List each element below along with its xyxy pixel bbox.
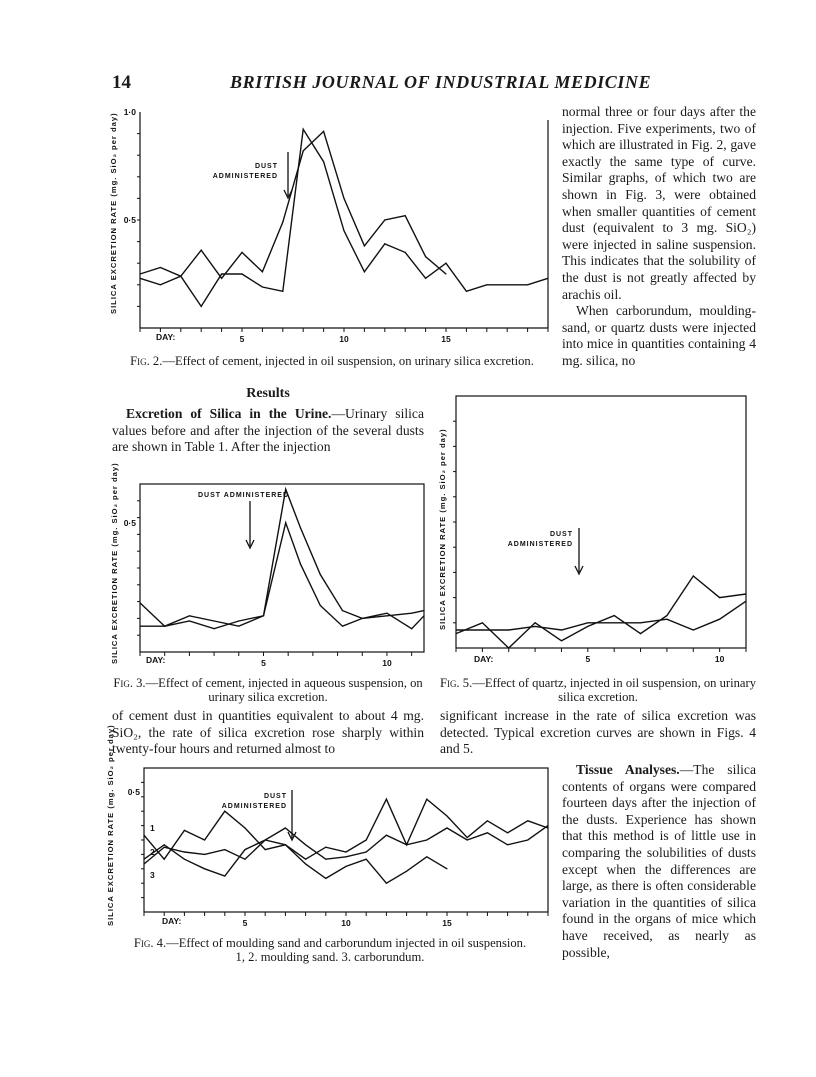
series-line-2	[140, 129, 548, 306]
series-line-2	[456, 601, 746, 630]
series-2-point	[487, 832, 488, 833]
results-paragraph	[112, 406, 424, 456]
figure-2-chart	[108, 104, 558, 350]
series-2-point	[527, 284, 528, 285]
figure-2-caption	[108, 354, 556, 368]
series-2-point	[262, 286, 263, 287]
series-2-point	[425, 278, 426, 279]
series-1-point	[213, 628, 214, 629]
series-1-point	[325, 847, 326, 848]
subheading: Tissue Analyses.	[576, 762, 680, 777]
series-1-point	[445, 273, 446, 274]
series-label-1: 1	[150, 823, 155, 834]
series-1-point	[487, 820, 488, 821]
series-2-point	[305, 844, 306, 845]
series-1-point	[221, 278, 222, 279]
series-2-point	[666, 619, 667, 620]
y-axis-label: SILICA EXCRETION RATE (mg. SiO₂ per day)	[109, 112, 118, 314]
series-2-point	[204, 868, 205, 869]
series-2-point	[547, 278, 548, 279]
series-1-point	[285, 489, 286, 490]
series-2-point	[423, 610, 424, 611]
series-1-point	[614, 615, 615, 616]
series-2-point	[323, 161, 324, 162]
series-2-point	[345, 856, 346, 857]
paragraph-text: —The silica contents of organs were compared fourteen days after the injection of the dusts. Experience has shown that this method is of little use in comparing the solubilities of dusts except when the differences are large, as there is often considerable variation in the quantities of silica found in the organs of mice which have received, as nearly as possible,	[562, 762, 756, 960]
journal-title: BRITISH JOURNAL OF INDUSTRIAL MEDICINE	[230, 72, 652, 92]
series-1-point	[693, 575, 694, 576]
series-2-point	[180, 276, 181, 277]
x-tick-label: 15	[441, 334, 451, 344]
series-2-point	[366, 851, 367, 852]
x-tick-label: 5	[585, 654, 591, 664]
series-1-point	[184, 830, 185, 831]
series-2-point	[201, 306, 202, 307]
series-2-point	[587, 622, 588, 623]
tissue-analyses-paragraph	[562, 762, 756, 961]
series-2-point	[224, 875, 225, 876]
series-1-point	[265, 849, 266, 850]
y-tick-label: 0·5	[123, 215, 136, 225]
figure-label: Fig. 4.	[133, 936, 167, 950]
series-2-point	[386, 615, 387, 616]
series-2-point	[547, 825, 548, 826]
day-label: DAY:	[146, 655, 166, 665]
series-1-point	[366, 839, 367, 840]
y-tick-label: 1·0	[123, 107, 136, 117]
series-3-point	[204, 854, 205, 855]
annotation-line: ADMINISTERED	[507, 541, 573, 548]
figure-3-chart	[108, 464, 430, 674]
series-1-point	[386, 613, 387, 614]
series-2-point	[467, 839, 468, 840]
series-2-point	[486, 284, 487, 285]
plot-frame	[140, 112, 548, 328]
paragraph: significant increase in the rate of silica excretion was detected. Typical excretion curves are shown in Figs. 4 and 5.	[440, 708, 756, 757]
series-1-point	[164, 859, 165, 860]
page-number: 14	[112, 72, 131, 93]
figure-3-caption	[108, 676, 428, 704]
series-3-point	[446, 868, 447, 869]
series-1-point	[320, 574, 321, 575]
series-2-point	[325, 859, 326, 860]
annotation-line: DUST	[263, 793, 287, 800]
series-3-point	[345, 866, 346, 867]
series-2-point	[362, 618, 363, 619]
x-tick-label: 10	[382, 658, 392, 668]
figure-label: Fig. 3.	[113, 676, 146, 690]
series-line-1	[140, 489, 424, 629]
paragraph	[112, 406, 424, 456]
series-1-point	[303, 150, 304, 151]
series-3-point	[386, 883, 387, 884]
series-2-point	[343, 230, 344, 231]
x-tick-label: 10	[339, 334, 349, 344]
series-2-point	[221, 273, 222, 274]
series-1-point	[426, 799, 427, 800]
series-2-point	[164, 626, 165, 627]
series-2-point	[640, 622, 641, 623]
paragraph: of cement dust in quantities equivalent to about 4 mg. SiO₂, the rate of silica excretion rose sharply within twenty-four hours and returned almost to	[112, 708, 424, 757]
series-1-point	[143, 835, 144, 836]
section-heading: Results	[246, 386, 290, 401]
series-3-point	[406, 871, 407, 872]
series-2-point	[263, 615, 264, 616]
figure-5-chart	[434, 392, 758, 674]
series-1-point	[508, 647, 509, 648]
series-1-point	[384, 219, 385, 220]
series-3-point	[143, 863, 144, 864]
series-2-point	[160, 267, 161, 268]
series-3-point	[325, 878, 326, 879]
series-2-point	[534, 626, 535, 627]
series-1-point	[244, 827, 245, 828]
series-2-point	[482, 629, 483, 630]
series-2-point	[405, 252, 406, 253]
series-2-point	[241, 273, 242, 274]
subheading: Excretion of Silica in the Urine.	[126, 406, 332, 421]
series-2-point	[561, 629, 562, 630]
series-1-point	[507, 832, 508, 833]
annotation-line: DUST ADMINISTERED	[198, 492, 290, 499]
series-3-point	[224, 849, 225, 850]
y-axis-label: SILICA EXCRETION RATE (mg. SiO₂ per day)	[438, 428, 447, 630]
paragraph-text: —Urinary silica values before and after the injection of the several dusts are shown in Table 1. After the injection	[112, 406, 424, 455]
series-3-point	[426, 856, 427, 857]
series-1-point	[534, 622, 535, 623]
series-2-point	[285, 522, 286, 523]
series-2-point	[238, 626, 239, 627]
x-tick-label: 10	[714, 654, 725, 664]
y-tick-label: 0·5	[127, 787, 140, 797]
series-2-point	[164, 844, 165, 845]
series-2-point	[446, 827, 447, 828]
series-1-point	[446, 815, 447, 816]
series-2-point	[139, 626, 140, 627]
series-1-point	[745, 593, 746, 594]
plot-frame	[456, 396, 746, 648]
left-continuation	[112, 708, 424, 758]
caption-text: —Effect of quartz, injected in oil suspension, on urinary silica excretion.	[472, 676, 756, 704]
series-1-point	[482, 622, 483, 623]
series-1-point	[323, 131, 324, 132]
series-2-point	[282, 291, 283, 292]
x-tick-label: 5	[242, 918, 248, 928]
series-1-point	[139, 602, 140, 603]
x-tick-label: 5	[261, 658, 266, 668]
figure-4-caption	[100, 936, 560, 964]
day-label: DAY:	[162, 916, 182, 926]
y-axis-label: SILICA EXCRETION RATE (mg. SiO₂ per day)	[106, 724, 115, 926]
series-line-1	[144, 799, 548, 859]
series-2-point	[507, 284, 508, 285]
right-column-top	[562, 104, 756, 370]
series-2-point	[300, 564, 301, 565]
caption-text: —Effect of cement, injected in oil suspension, on urinary silica excretion.	[162, 354, 534, 368]
series-3-point	[164, 847, 165, 848]
series-1-point	[425, 256, 426, 257]
series-1-point	[405, 215, 406, 216]
series-line-1	[456, 576, 746, 648]
paragraph: normal three or four days after the injection. Five experiments, two of which are illustrated in Fig. 2, gave exactly the same type of curve. Similar graphs, of which two are shown in Fig. 3, were obtained when smaller quantities of cement dust (equivalent to 3 mg. SiO₂) were injected in saline suspension. This indicates that the solubility of the dust is not greatly affected by arachis oil.	[562, 104, 756, 302]
series-2-point	[527, 839, 528, 840]
right-continuation	[440, 708, 756, 758]
annotation-line: DUST	[549, 531, 573, 538]
series-3-point	[285, 844, 286, 845]
series-3-point	[366, 859, 367, 860]
series-2-point	[364, 271, 365, 272]
series-1-point	[411, 628, 412, 629]
series-1-point	[343, 198, 344, 199]
series-line-2	[140, 523, 424, 626]
series-1-point	[262, 271, 263, 272]
series-1-point	[527, 820, 528, 821]
series-2-point	[213, 620, 214, 621]
series-3-point	[265, 839, 266, 840]
paragraph: When carborundum, moulding-sand, or quartz dusts were injected into mice in quantities containing 4 mg. silica, no	[562, 303, 756, 368]
series-2-point	[455, 629, 456, 630]
series-3-point	[244, 859, 245, 860]
caption-text: —Effect of cement, injected in aqueous suspension, on urinary silica excretion.	[145, 676, 423, 704]
series-2-point	[184, 859, 185, 860]
series-2-point	[745, 601, 746, 602]
series-2-point	[614, 622, 615, 623]
figure-label: Fig. 5.	[439, 676, 473, 690]
series-1-point	[666, 615, 667, 616]
series-2-point	[426, 839, 427, 840]
figure-label: Fig. 2.	[130, 354, 163, 368]
series-2-point	[384, 243, 385, 244]
series-2-point	[508, 629, 509, 630]
annotation-line: ADMINISTERED	[221, 803, 287, 810]
x-tick-label: 15	[442, 918, 452, 928]
series-1-point	[342, 610, 343, 611]
series-3-point	[305, 863, 306, 864]
figure-5-caption	[438, 676, 758, 704]
series-1-point	[204, 839, 205, 840]
series-1-point	[719, 597, 720, 598]
series-2-point	[320, 605, 321, 606]
series-2-point	[507, 844, 508, 845]
series-label-3: 3	[150, 870, 155, 880]
series-1-point	[241, 252, 242, 253]
series-1-point	[423, 615, 424, 616]
series-2-point	[285, 827, 286, 828]
x-tick-label: 10	[341, 918, 351, 928]
series-1-point	[345, 851, 346, 852]
series-1-point	[139, 278, 140, 279]
paragraph	[562, 762, 756, 961]
annotation-line: DUST	[254, 163, 278, 170]
series-label-2: 2	[150, 847, 155, 858]
series-1-point	[455, 633, 456, 634]
series-1-point	[189, 620, 190, 621]
series-1-point	[160, 284, 161, 285]
series-2-point	[342, 626, 343, 627]
caption-text: —Effect of moulding sand and carborundum injected in oil suspension.	[166, 936, 527, 950]
series-1-point	[587, 626, 588, 627]
series-2-point	[139, 273, 140, 274]
y-axis-label: SILICA EXCRETION RATE (mg. SiO₂ per day)	[110, 462, 119, 664]
series-1-point	[640, 633, 641, 634]
series-1-point	[364, 245, 365, 246]
series-2-point	[445, 263, 446, 264]
series-2-point	[189, 615, 190, 616]
series-1-point	[561, 640, 562, 641]
series-2-point	[143, 859, 144, 860]
series-1-point	[201, 250, 202, 251]
y-tick-label: 0·5	[123, 517, 136, 528]
series-3-point	[184, 851, 185, 852]
series-1-point	[224, 811, 225, 812]
series-2-point	[386, 835, 387, 836]
series-1-point	[467, 837, 468, 838]
series-1-point	[305, 859, 306, 860]
series-2-point	[466, 291, 467, 292]
series-2-point	[411, 613, 412, 614]
series-2-point	[406, 844, 407, 845]
series-1-point	[386, 799, 387, 800]
day-label: DAY:	[156, 332, 176, 342]
series-2-point	[719, 619, 720, 620]
x-tick-label: 5	[239, 334, 245, 344]
caption-legend: 1, 2. moulding sand. 3. carborundum.	[235, 950, 425, 964]
series-1-point	[238, 620, 239, 621]
series-1-point	[300, 527, 301, 528]
series-2-point	[693, 629, 694, 630]
series-1-point	[547, 827, 548, 828]
annotation-line: ADMINISTERED	[212, 173, 278, 180]
series-2-point	[303, 129, 304, 130]
series-2-point	[244, 849, 245, 850]
day-label: DAY:	[474, 654, 494, 664]
series-1-point	[282, 222, 283, 223]
